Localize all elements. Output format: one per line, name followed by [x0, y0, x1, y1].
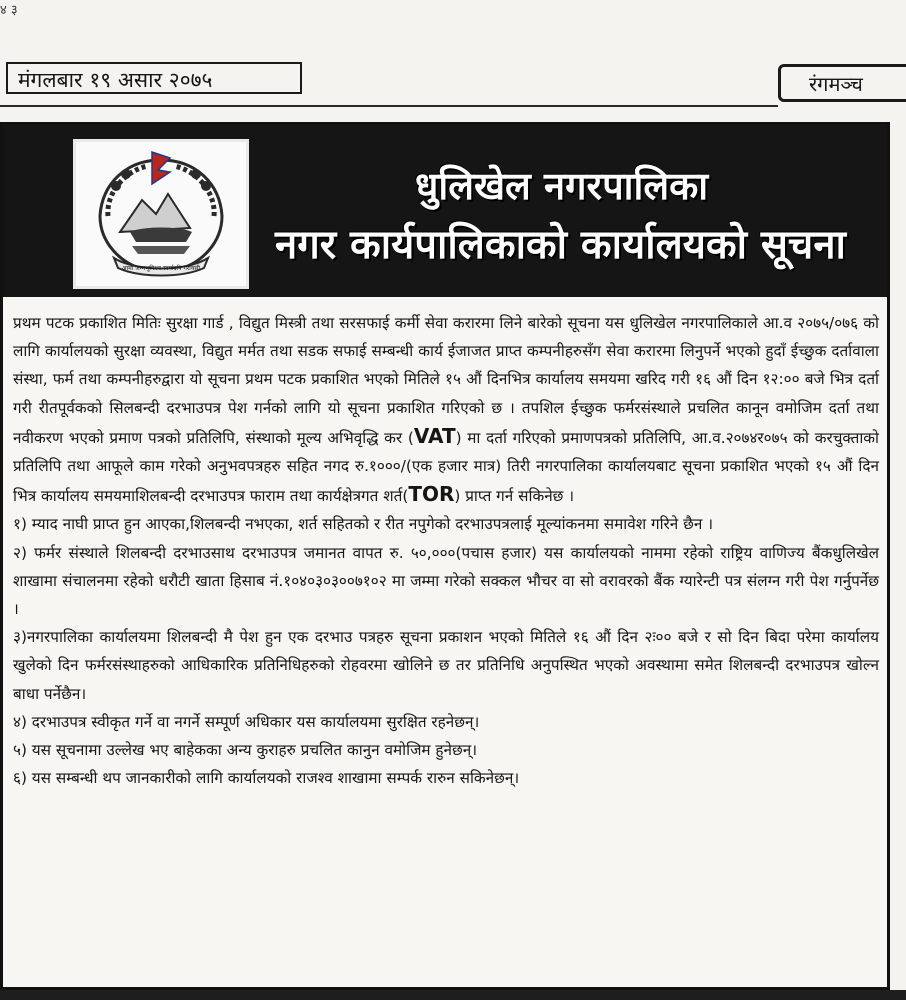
newspaper-dateline: [0, 58, 906, 110]
condition-1: १) म्याद नाघी प्राप्त हुन आएका,शिलबन्दी नभएका, शर्त सहितको र रीत नपुगेको दरभाउपत्रलाई मूल्यांकनमा समावेश गरिने छैन ।: [13, 515, 714, 534]
emblem-caption: आमा जन्मभूमिश्च स्वर्गादपि गरीयसी: [122, 265, 200, 272]
intro-paragraph: [13, 309, 879, 510]
emblem-panel: [73, 139, 249, 289]
condition-6: ६) यस सम्बन्धी थप जानकारीको लागि कार्यालयको राजश्व शाखामा सम्पर्क रारुन सकिनेछन्।: [13, 769, 520, 788]
issue-date: मंगलबार १९ असार २०७५: [6, 62, 302, 94]
condition-3: ३)नगरपालिका कार्यालयमा शिलबन्दी मै पेश हुन एक दरभाउ पत्रहरु सूचना प्रकाशन भएको मितिले १६ औं दिन २ः०० बजे र सो दिन बिदा परेमा कार्यालय खुलेको दिन फर्मरसंस्थाहरुको आधिकारिक प्रतिनिधिहरुको रोहवरमा खोलिने छ तर प्रतिनिधि अनुपस्थित भएको अवस्थामा समेत शिलबन्दी दरभाउपत्र खोल्न बाधा पर्नेछैन।: [13, 628, 879, 703]
condition-4: ४) दरभाउपत्र स्वीकृत गर्ने वा नगर्ने सम्पूर्ण अधिकार यस कार्यालयमा सुरक्षित रहनेछन्।: [13, 712, 480, 731]
page-bottom-edge: [0, 990, 906, 1000]
condition-5: ५) यस सूचनामा उल्लेख भए बाहेकका अन्य कुराहरु प्रचलित कानुन वमोजिम हुनेछन्।: [13, 741, 478, 760]
vat-abbreviation: VAT: [413, 423, 456, 448]
notice-title-office: नगर कार्यपालिकाको कार्यालयको सूचना: [275, 222, 846, 268]
notice-body: [13, 309, 879, 792]
header-rule: [0, 105, 778, 107]
nepal-emblem-icon: [86, 146, 236, 284]
intro-text-1: प्रथम पटक प्रकाशित मितिः सुरक्षा गार्ड , विद्युत मिस्त्री तथा सरसफाई कर्मी सेवा करारमा लिने बारेको सूचना यस धुलिखेल नगरपालिकाले आ.व २०७५/०७६ को लागि कार्यालयको सुरक्षा व्यवस्था, विद्युत मर्मत तथा सडक सफाई सम्बन्धी कार्य ईजाजत प्राप्त कम्पनीहरुसँग सेवा करारमा लिनुपर्ने भएको हुदाँ ईच्छुक दर्तावाला संस्था, फर्म तथा कम्पनीहरुद्वारा यो सूचना प्रथम पटक प्रकाशित भएको मितिले १५ औं दिनभित्र कार्यालय समयमा खरिद गरी १६ औं दिन १२:०० बजे भित्र दर्ता गरी रीतपूर्वकको सिलबन्दी दरभाउपत्र पेश गर्नको लागि यो सूचना प्रकाशित गरिएको छ । तपशिल ईच्छुक फर्मरसंस्थाले प्रचलित कानून वमोजिम दर्ता तथा नवीकरण भएको प्रमाण पत्रको प्रतिलिपि, संस्थाको मूल्य अभिवृद्धि कर (: [13, 314, 879, 447]
notice-title-municipality: धुलिखेल नगरपालिका: [415, 164, 709, 208]
intro-text-2: ) मा दर्ता गरिएको प्रमाणपत्रको प्रतिलिपि, आ.व.२०७४र०७५ को करचुक्ताको प्रतिलिपि तथा आफूले काम गरेको अनुभवपत्रहरु सहित नगद रु.१०००/(एक हजार मात्र) तिरी नगरपालिका कार्यालयबाट सूचना प्रकाशित भएको १५ औं दिन भित्र कार्यालय समयमाशिलबन्दी दरभाउपत्र फाराम तथा कार्यक्षेत्रगत शर्त(: [13, 428, 880, 506]
page-corner-mark: ४ ३: [0, 3, 18, 18]
intro-text-3: ) प्राप्त गर्न सकिनेछ ।: [454, 487, 575, 506]
condition-2: २) फर्मर संस्थाले शिलबन्दी दरभाउसाथ दरभाउपत्र जमानत वापत रु. ५०,०००(पचास हजार) यस कार्यालयको नाममा रहेको राष्ट्रिय वाणिज्य बैंकधुलिखेल शाखामा संचालनमा रहेको धरौटी खाता हिसाब नं.१०४०३०३००७१०२ मा जम्मा गरेको सक्कल भौचर वा सो वरावरको बैंक ग्यारेन्टी पत्र संलग्न गरी पेश गर्नुपर्नेछ ।: [13, 543, 879, 619]
section-label: रंगमञ्च: [778, 64, 906, 102]
notice-banner: [3, 125, 887, 297]
tor-abbreviation: TOR: [408, 482, 455, 507]
public-notice: [0, 122, 890, 990]
